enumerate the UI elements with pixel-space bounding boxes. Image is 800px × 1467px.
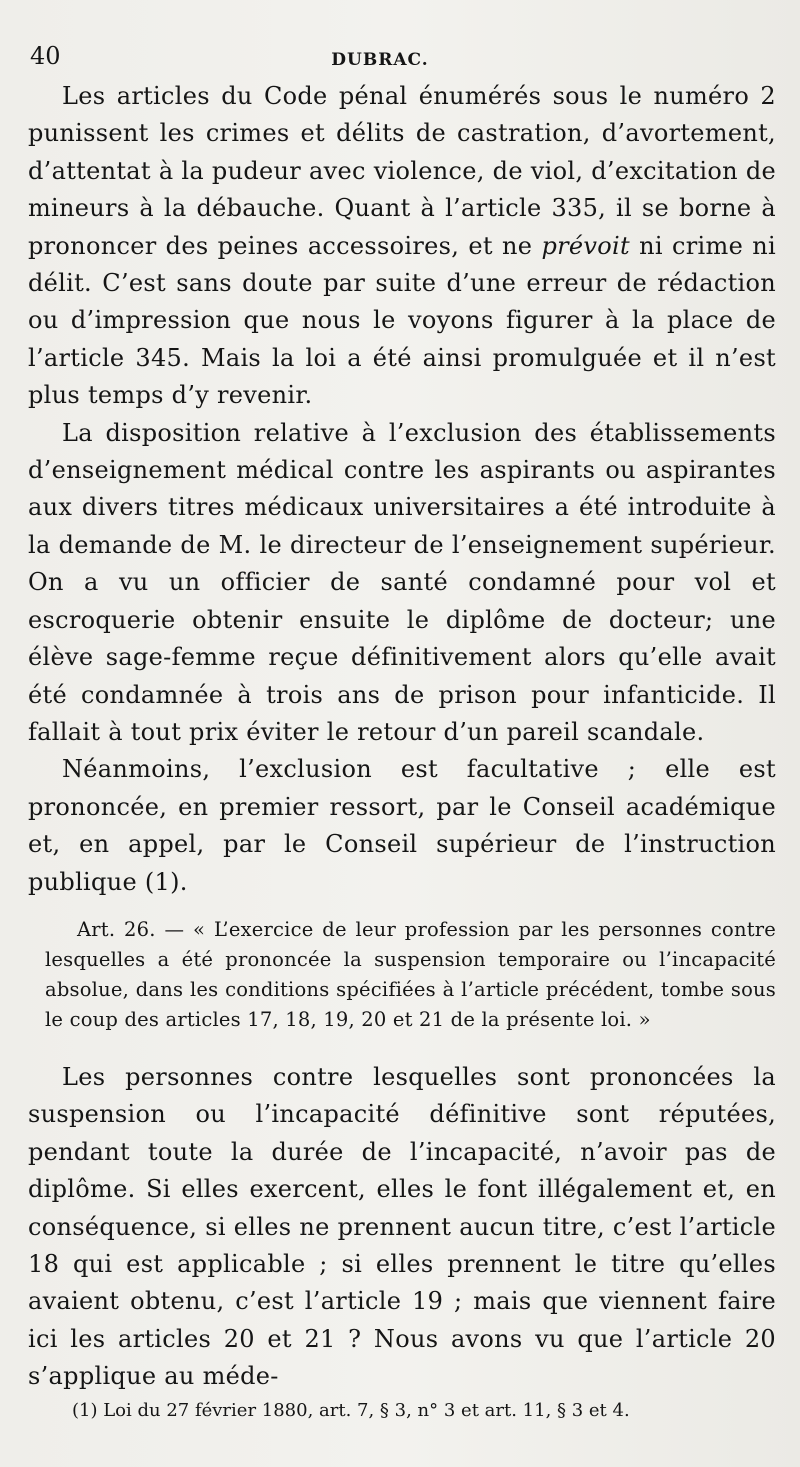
page-number: 40 (30, 42, 61, 70)
paragraph-3: Néanmoins, l’exclusion est facultative ; elle est prononcée, en premier ressort, par le Conseil académique et, en appel, par le Conseil supérieur de l’instruction publique (1). (28, 755, 776, 896)
paragraph-1 (28, 78, 776, 415)
footnote: (1) Loi du 27 février 1880, art. 7, § 3, n° 3 et art. 11, § 3 et 4. (72, 1400, 630, 1421)
main-text (28, 78, 776, 1396)
paragraph-1-text-a: Les articles du Code pénal énumérés sous le numéro 2 punissent les crimes et délits de castration, d’avortement, d’attentat à la pudeur avec violence, de viol, d’excitation de mineurs à la débauche. Quant à l’article 335, il se borne à prononcer des peines accessoires, et ne (28, 82, 776, 260)
running-title: DUBRAC. (331, 50, 429, 70)
article-26-quote: Art. 26. — « L’exercice de leur profession par les personnes contre lesquelles a été prononcée la suspension temporaire ou l’incapacité absolue, dans les conditions spécifiées à l’article précédent, tombe sous le coup des articles 17, 18, 19, 20 et 21 de la présente loi. » (45, 917, 776, 1031)
paragraph-4: Les personnes contre lesquelles sont prononcées la suspension ou l’incapacité définitive sont réputées, pendant toute la durée de l’incapacité, n’avoir pas de diplôme. Si elles exercent, elles le font illégalement et, en conséquence, si elles ne prennent aucun titre, c’est l’article 18 qui est applicable ; si elles prennent le titre qu’elles avaient obtenu, c’est l’article 19 ; mais que viennent faire ici les articles 20 et 21 ? Nous avons vu que l’article 20 s’applique au méde- (28, 1062, 776, 1391)
running-head (30, 40, 770, 74)
emphasis-prevoit: prévoit (541, 231, 630, 260)
paragraph-1-text-b: ni crime ni délit. C’est sans doute par suite d’une erreur de rédaction ou d’impression que nous le voyons figurer à la place de l’article 345. Mais la loi a été ainsi promulguée et il n’est plus temps d’y revenir. (28, 231, 776, 410)
paragraph-2: La disposition relative à l’exclusion des établissements d’enseignement médical contre les aspirants ou aspirantes aux divers titres médicaux universitaires a été introduite à la demande de M. le directeur de l’enseignement supérieur. On a vu un officier de santé condamné pour vol et escroquerie obtenir ensuite le diplôme de docteur; une élève sage-femme reçue définitivement alors qu’elle avait été condamnée à trois ans de prison pour infanticide. Il fallait à tout prix éviter le retour d’un pareil scandale. (28, 418, 776, 746)
